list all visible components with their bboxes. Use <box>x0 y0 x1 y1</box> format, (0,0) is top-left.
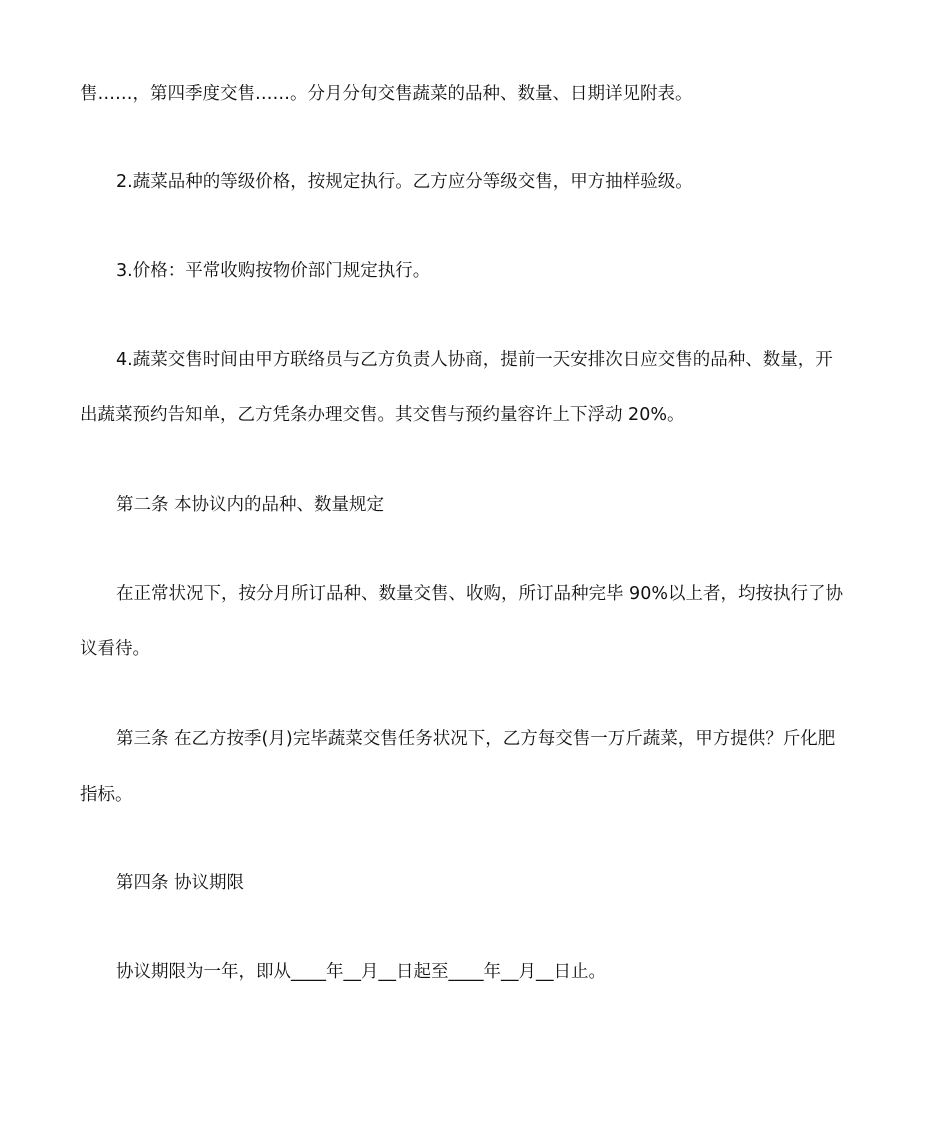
paragraph-line: 指标。 <box>80 785 133 805</box>
paragraph-line: 2.蔬菜品种的等级价格，按规定执行。乙方应分等级交售，甲方抽样验级。 <box>116 172 693 192</box>
paragraph-line: 第三条 在乙方按季(月)完毕蔬菜交售任务状况下，乙方每交售一万斤蔬菜，甲方提供？斤化肥 <box>116 729 836 749</box>
section-heading: 第四条 协议期限 <box>116 873 245 893</box>
paragraph-line: 4.蔬菜交售时间由甲方联络员与乙方负责人协商，提前一天安排次日应交售的品种、数量，开 <box>116 350 833 370</box>
paragraph-line: 3.价格：平常收购按物价部门规定执行。 <box>116 261 431 281</box>
paragraph-line: 在正常状况下，按分月所订品种、数量交售、收购，所订品种完毕 90%以上者，均按执行了协 <box>116 584 843 604</box>
paragraph-line: 协议期限为一年，即从____年__月__日起至____年__月__日止。 <box>116 962 606 982</box>
section-heading: 第二条 本协议内的品种、数量规定 <box>116 495 385 515</box>
paragraph-line: 议看待。 <box>80 639 150 659</box>
paragraph-line: 出蔬菜预约告知单，乙方凭条办理交售。其交售与预约量容许上下浮动 20%。 <box>80 405 685 425</box>
paragraph-line: 售……，第四季度交售……。分月分旬交售蔬菜的品种、数量、日期详见附表。 <box>80 84 693 104</box>
